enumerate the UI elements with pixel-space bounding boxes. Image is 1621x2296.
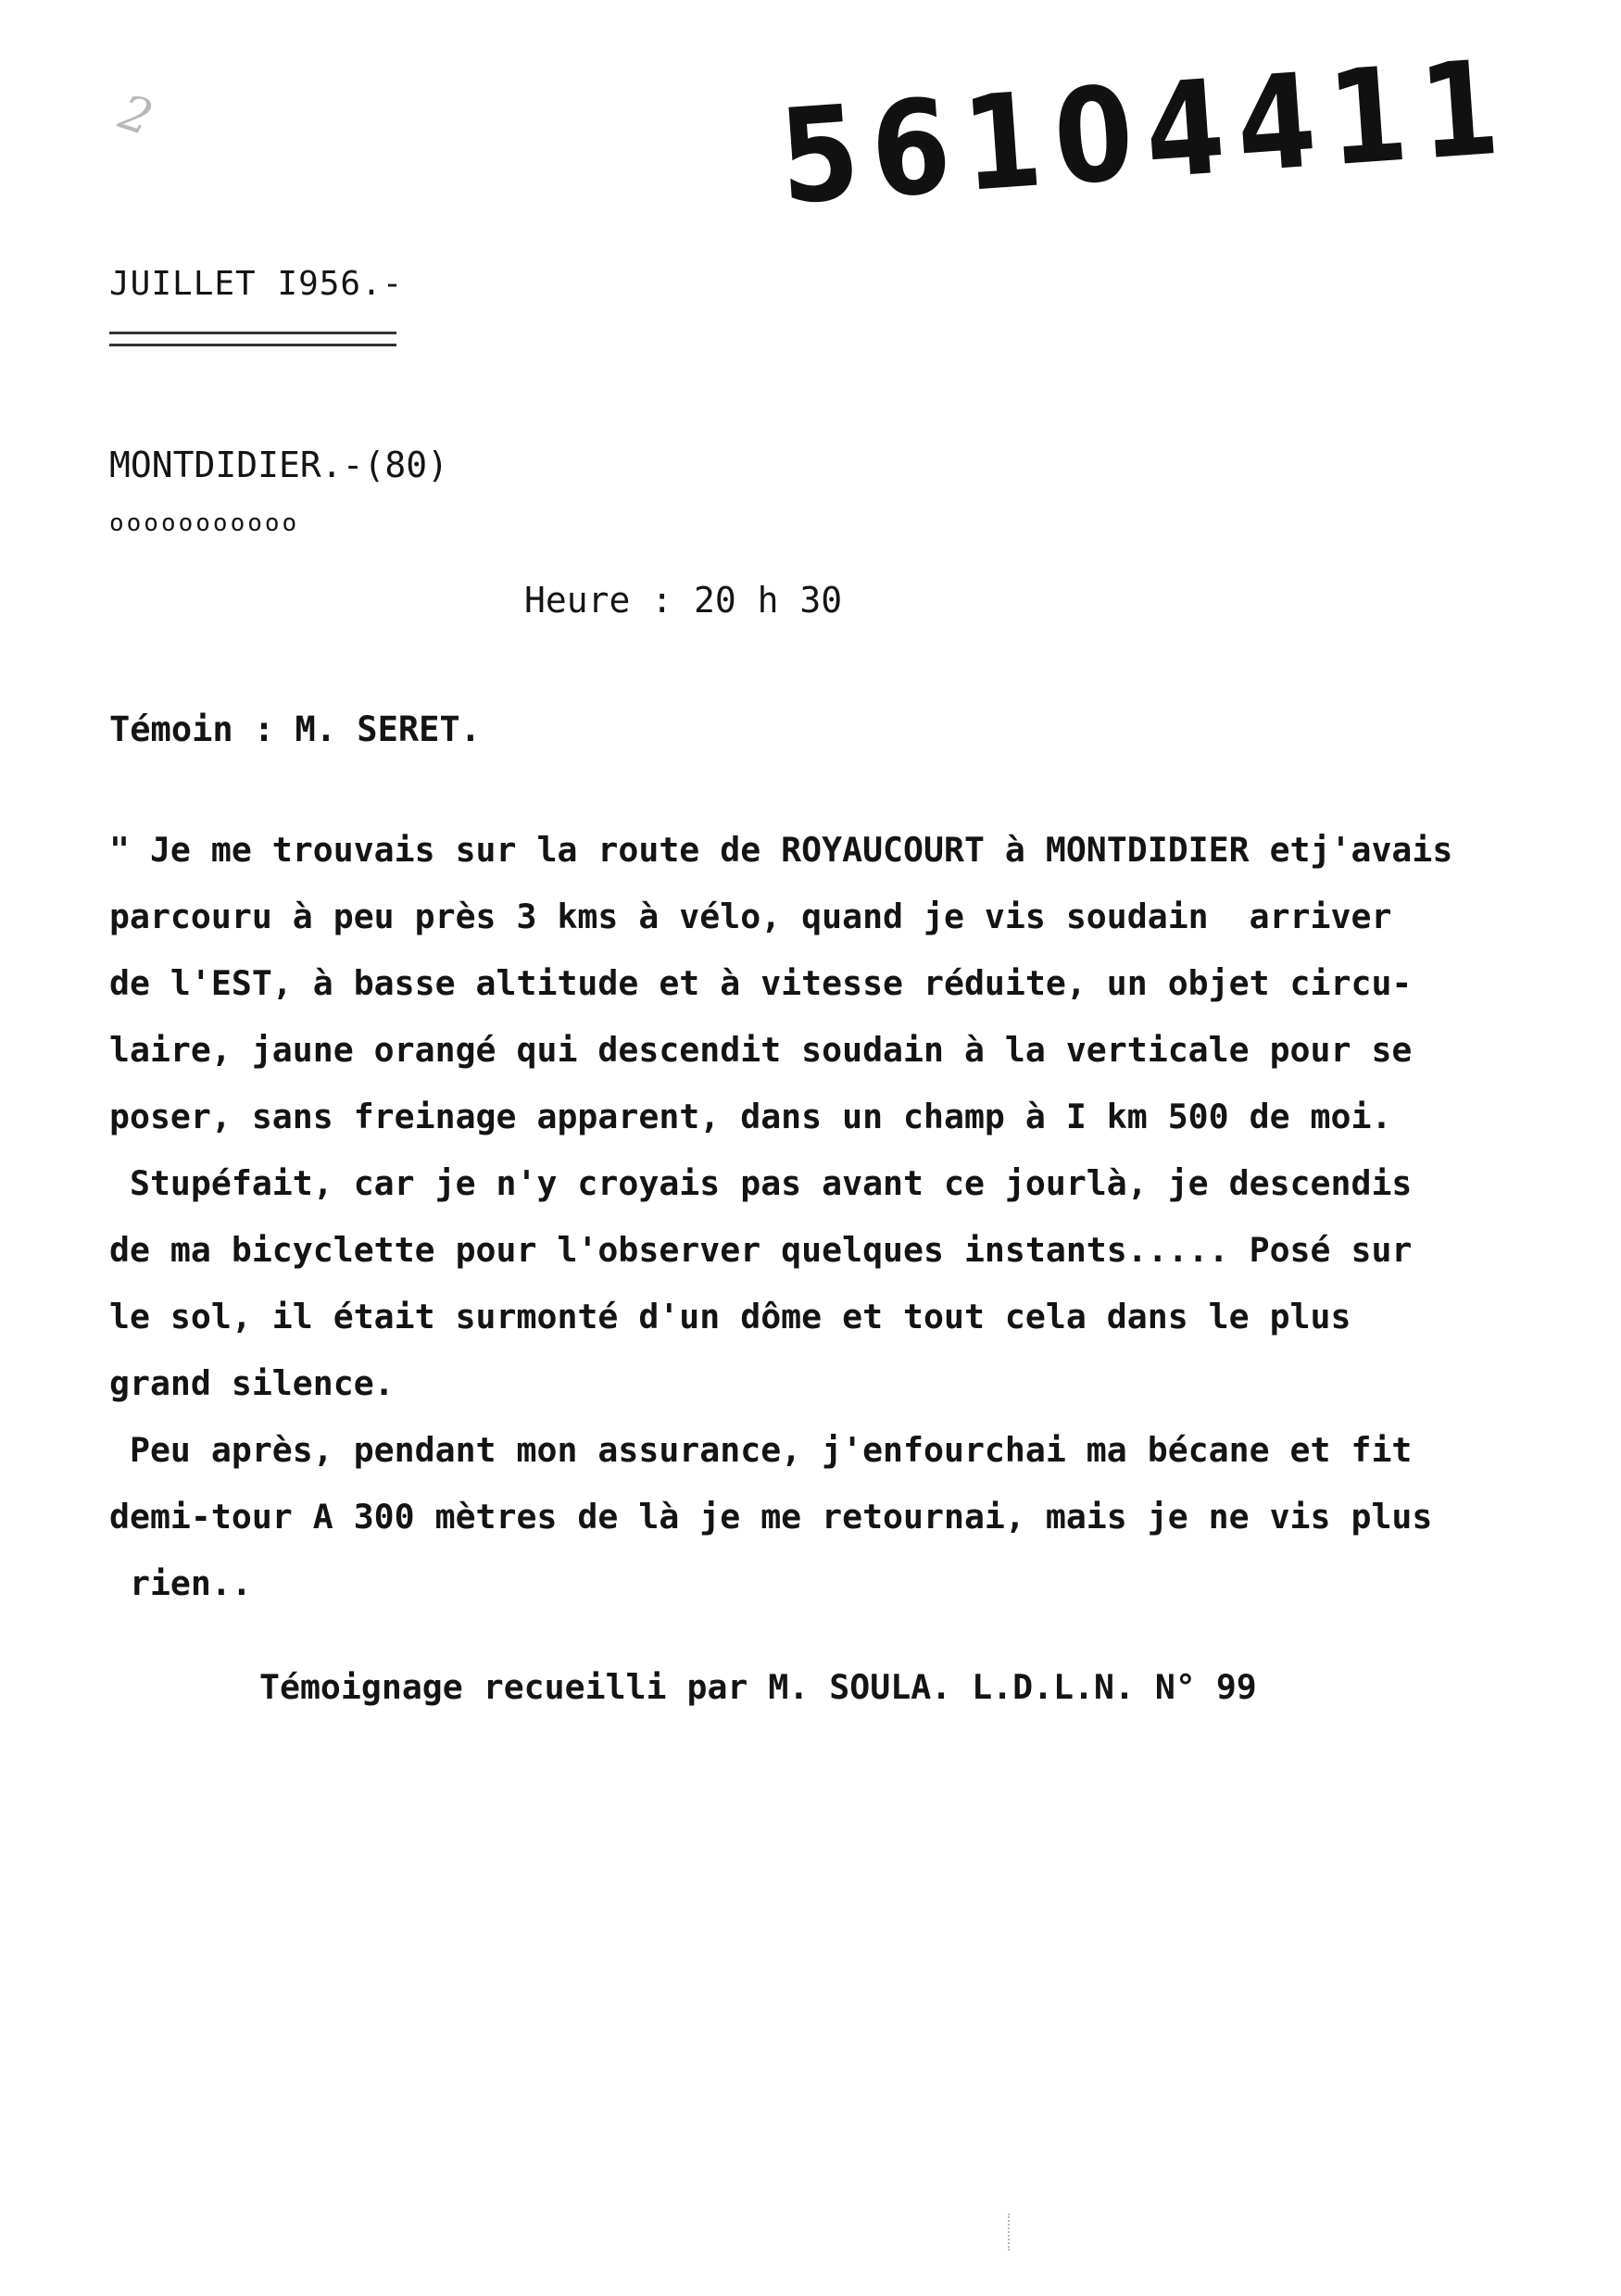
stamped-reference-number: 56104411 <box>774 31 1517 233</box>
witness-name: Témoin : M. SERET. <box>109 709 481 749</box>
date-underline <box>109 332 396 346</box>
scan-smudge <box>1008 2214 1023 2251</box>
report-time: Heure : 20 h 30 <box>524 580 843 621</box>
report-location: MONTDIDIER.-(80) <box>109 445 449 485</box>
testimony-line: de l'EST, à basse altitude et à vitesse réduite, un objet circu- <box>109 963 1413 1003</box>
testimony-attribution: Témoignage recueilli par M. SOULA. L.D.L.N. N° 99 <box>259 1667 1257 1707</box>
testimony-line: Stupéfait, car je n'y croyais pas avant ce jourlà, je descendis <box>109 1163 1413 1203</box>
testimony-line: " Je me trouvais sur la route de ROYAUCOURT à MONTDIDIER etj'avais <box>109 830 1453 870</box>
testimony-line: grand silence. <box>109 1363 395 1403</box>
testimony-line: Peu après, pendant mon assurance, j'enfourchai ma bécane et fit <box>109 1430 1413 1470</box>
testimony-line: de ma bicyclette pour l'observer quelques instants..... Posé sur <box>109 1230 1413 1270</box>
testimony-line: rien.. <box>109 1563 252 1603</box>
testimony-line: le sol, il était surmonté d'un dôme et tout cela dans le plus <box>109 1297 1351 1336</box>
testimony-line: laire, jaune orangé qui descendit soudain à la verticale pour se <box>109 1030 1413 1070</box>
testimony-line: demi-tour A 300 mètres de là je me retournai, mais je ne vis plus <box>109 1497 1433 1537</box>
location-underline: ooooooooooo <box>109 509 300 537</box>
testimony-line: poser, sans freinage apparent, dans un champ à I km 500 de moi. <box>109 1097 1392 1136</box>
report-date: JUILLET I956.- <box>109 265 404 303</box>
testimony-body <box>109 817 1573 1617</box>
pencil-page-mark: 2 <box>112 84 159 147</box>
testimony-line: parcouru à peu près 3 kms à vélo, quand je vis soudain arriver <box>109 897 1392 936</box>
